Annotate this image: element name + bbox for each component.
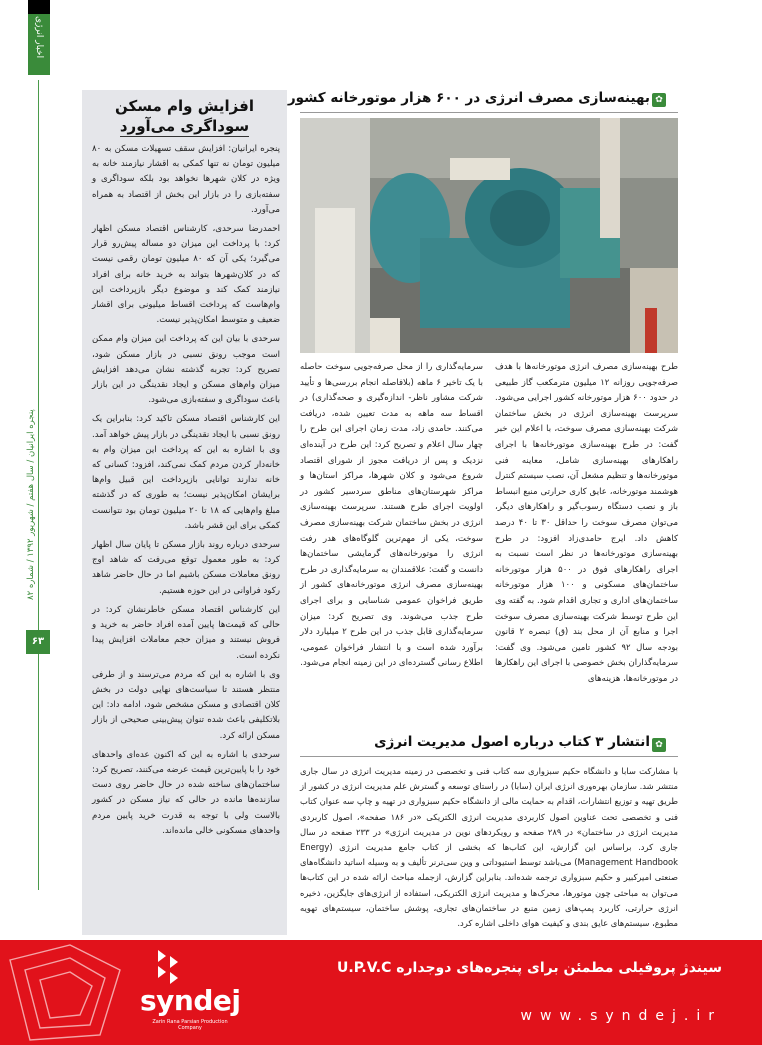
brand-subtitle: Zarin Rana Parsian Production Company	[152, 1019, 228, 1031]
page-number: ۶۳	[26, 630, 50, 654]
sidebar-paragraph: سرحدی درباره روند بازار مسکن تا پایان سال اظهار کرد: به طور معمول توقع می‌رفت که شاهد اوج رونق معاملات مسکن باشیم اما در حال حاضر شاهد رکود فراوانی در این حوزه هستیم.	[92, 540, 280, 596]
section-tab-cap	[28, 0, 50, 14]
sidebar-paragraph: این کارشناس اقتصاد مسکن خاطرنشان کرد: در حالی که قیمت‌ها پایین آمده افراد حاضر به خرید و فروش نیستند و میزان حجم معاملات افزایش پیدا نکرده است.	[92, 604, 280, 661]
syndej-logo-mark	[150, 948, 186, 984]
sidebar-paragraph: سرحدی با اشاره به این که اکنون عده‌ای واحدهای خود را با پایین‌ترین قیمت عرضه می‌کنند، تصریح کرد: ساختمان‌های ساخته شده در حال حاضر روی دست سازنده‌ها مانده در حالی که نیاز مسکن در کشور بالاست ولی با توجه به قدرت خرید پایین مردم واحدهای مسکونی خالی مانده‌اند.	[92, 749, 280, 836]
machinery-photo	[300, 118, 678, 353]
article2-title-rule	[300, 756, 678, 757]
brand-logo: syndej	[140, 984, 241, 1017]
window-profile-drawing	[0, 940, 150, 1045]
article1-title-rule	[300, 112, 678, 113]
sidebar-paragraph: سرحدی با بیان این که پرداخت این میزان وام ممکن است موجب رونق نسبی در بازار مسکن شود، تصریح کرد: تجربه گذشته نشان می‌دهد افزایش میزان وام‌های مسکن و ایجاد نقدینگی در این بازار باعث سوداگری و سفته‌بازی می‌شود.	[92, 334, 280, 406]
article1-title: بهینه‌سازی مصرف انرژی در ۶۰۰ هزار موتورخانه کشور	[287, 90, 650, 106]
article1-column-right: طرح بهینه‌سازی مصرف انرژی موتورخانه‌ها با هدف صرفه‌جویی روزانه ۱۲ میلیون مترمکعب گاز طبیعی در حدود ۶۰۰ هزار موتورخانه کشور اجرایی می‌شود. سرپرست بهینه‌سازی انرژی در بخش ساختمان شرکت بهینه‌سازی مصرف سوخت، با اعلام این خبر گفت: در طرح بهینه‌سازی موتورخانه‌ها با اجرای راهکارهای بهینه‌سازی شامل، معاینه فنی موتورخانه‌ها و تنظیم مشعل آن، نصب سیستم کنترل هوشمند موتورخانه، عایق کاری حرارتی منبع انبساط باز و نصب دستگاه رسوب‌گیر و راهکارهای دیگر، می‌توان مصرف سوخت را حداقل ۳۰ تا ۴۰ درصد کاهش داد. ایرج حامدی‌زاد افزود: در طرح بهینه‌سازی موتورخانه‌ها در نظر است نسبت به اجرای راهکارهای فوق در ۵۰۰ هزار موتورخانه ساختمان‌های مسکونی و ۱۰۰ هزار موتورخانه ساختمان‌های اداری و تجاری اقدام شود. به گفته وی این طرح توسط شرکت بهینه‌سازی مصرف سوخت اجرا و منابع آن از محل بند (ق) تبصره ۲ قانون بودجه سال ۹۲ کشور تامین می‌شود. وی گفت: سرمایه‌گذاران بخش خصوصی با اجرای این راهکارها در موتورخانه‌ها، هزینه‌های	[495, 362, 679, 684]
sidebar-title-line1: افزایش وام مسکن	[115, 97, 254, 115]
section-tab: اخبار انرژی	[28, 0, 50, 75]
sidebar-body	[92, 142, 280, 843]
sidebar-paragraph: پنجره ایرانیان: افزایش سقف تسهیلات مسکن به ۸۰ میلیون تومان نه تنها کمکی به اقشار نیازمند خانه به ویژه در کلان شهرها نخواهد بود بلکه سوداگری و سفته‌بازی را در بازار این بخش از اقتصاد به همراه می‌آورد.	[92, 144, 280, 215]
sidebar-title-line2: سوداگری می‌آورد	[119, 117, 250, 135]
leaf-bulb-icon: ✿	[652, 93, 666, 107]
ad-slogan: سیندژ پروفیلی مطمئن برای پنجره‌های دوجداره U.P.V.C	[337, 960, 722, 976]
sidebar-paragraph: این کارشناس اقتصاد مسکن تاکید کرد: بنابراین یک رونق نسبی با ایجاد نقدینگی در بازار پیش خواهد آمد. وی با اشاره به این که پرداخت این میزان وام به خانه‌دار کردن مردم کمک نمی‌کند، افزود: کسانی که خانه ندارند توانایی بازپرداخت این قبیل وام‌ها برایشان امکان‌پذیر نیست؛ به طوری که در گذشته مبلغ وام‌هایی که ۱۸ تا ۲۰ میلیون تومان بود نتوانست کمکی برای این قشر باشد.	[92, 414, 280, 531]
article2-body: با مشارکت سابا و دانشگاه حکیم سبزواری سه کتاب فنی و تخصصی در زمینه مدیریت انرژی در سال جاری منتشر شد. سازمان بهره‌وری انرژی ایران (سابا) در راستای توسعه و گسترش علم مدیریت انرژی در کشور از طریق تهیه و توزیع انتشارات، اقدام به حمایت مالی از دانشگاه حکیم سبزواری در تهیه و چاپ سه عنوان کتاب فنی و تخصصی تحت عناوین اصول کاربردی مدیریت انرژی الکتریکی «در ۱۸۶ صفحه»، اصول کاربردی مدیریت انرژی در ساختمان» در ۲۸۹ صفحه و رویکردهای نوین در مدیریت انرژی» در ۲۳۳ صفحه در سال جاری کرد. براساس این گزارش، این کتاب‌ها که بخشی از کتاب جامع مدیریت انرژی (Energy Management Handbook) می‌باشد توسط استیوداتی و وین سی‌ترنر تألیف و به وسیله اساتید دانشگاه‌های صنعتی امیرکبیر و حکیم سبزواری ترجمه شده‌اند. بنابراین گزارش، ازجمله مباحث ارائه شده در این کتاب‌ها می‌توان به مباحثی چون موتورها، محرک‌ها و مدیریت انرژی الکتریکی، استفاده از انرژی‌های جایگزین، ذخیره انرژی حرارتی، کاربرد پمپ‌های زمین منبع در ساختمان‌های تجاری، پوشش ساختمان، سیستم‌های تهویه مطبوع، سیستم‌های عایق بندی و کیفیت هوای داخلی اشاره کرد.	[300, 766, 679, 929]
sidebar-paragraph: احمدرضا سرحدی، کارشناس اقتصاد مسکن اظهار کرد: با پرداخت این میزان دو مساله پیش‌رو قرار می‌گیرد؛ یکی آن که ۸۰ میلیون تومان رقمی نیست که در کلان‌شهرها بتواند به خرید خانه برای افراد نیازمند کمک کند و موضوع دیگر بازپرداخت این وام‌هاست که پرداخت اقساط میلیونی برای اقشار ضعیف و متوسط امکان‌پذیر نیست.	[92, 224, 280, 326]
sidebar-paragraph: وی با اشاره به این که مردم می‌ترسند و از طرفی منتظر هستند تا سیاست‌های نهایی دولت در بخش کلان اقتصادی و مسکن مشخص شود، ادامه داد: این بلاتکلیفی باعث شده تنوان پیش‌بینی صحیحی از بازار مسکن ارائه کرد.	[92, 669, 280, 741]
issue-line: پنجره ایرانیان / سال هفتم / شهریور ۱۳۹۲ / شماره ۸۲	[26, 409, 36, 600]
article1-column-middle: سرمایه‌گذاری را از محل صرفه‌جویی سوخت حاصله با یک تاخیر ۶ ماهه (بلافاصله انجام بررسی‌ها و تأیید شرکت مشاور ناظر- اندازه‌گیری و صحه‌گذاری) در اقساط سه ماهه به مدت تعیین شده، دریافت می‌کنند. حامدی زاد، مدت زمان اجرای این طرح را چهار سال اعلام و تصریح کرد: این طرح در آینده‌ای نزدیک و پس از دریافت مجوز از شورای اقتصاد شروع می‌شود و کلان شهرها، مراکز استان‌ها و مراکز شهرستان‌های مناطق سردسیر کشور در اولویت اجرای طرح هستند. سرپرست بهینه‌سازی انرژی در بخش ساختمان شرکت بهینه‌سازی مصرف سوخت، یکی از مهم‌ترین گلوگاه‌های هدر رفت انرژی را موتورخانه‌های گرمایشی ساختمان‌ها دانست و گفت: علاقمندان به سرمایه‌گذاری در طرح بهینه‌سازی مصرف انرژی موتورخانه‌های کشور از طریق فراخوان عمومی شناسایی و برای اجرای طرح جذب می‌شوند. وی تصریح کرد: میزان سرمایه‌گذاری قابل جذب در این طرح ۲ میلیارد دلار برآورد شده است و با انتشار فراخوان عمومی، اطلاع رسانی گسترده‌ای در این زمینه انجام می‌شود.	[300, 362, 483, 669]
leaf-bulb-icon: ✿	[652, 738, 666, 752]
ad-website-link[interactable]: www.syndej.ir	[520, 1008, 722, 1024]
article2-title: انتشار ۳ کتاب درباره اصول مدیریت انرژی	[374, 734, 650, 750]
sidebar-title	[92, 96, 277, 137]
